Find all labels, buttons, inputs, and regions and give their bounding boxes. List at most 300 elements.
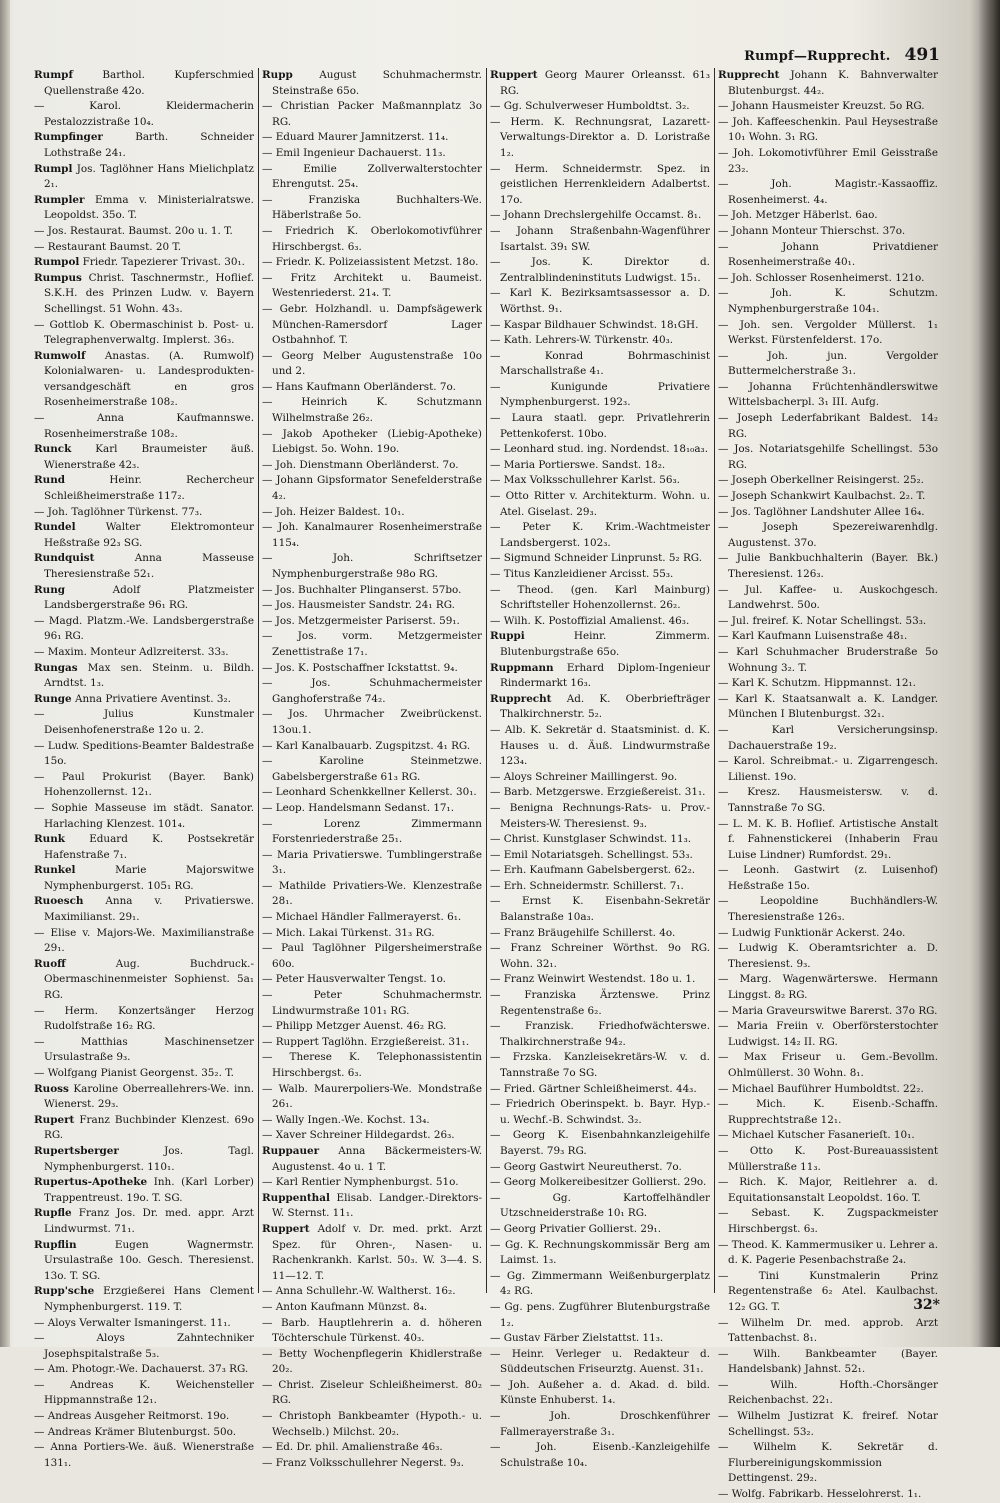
entry-text: — Friedrich Oberinspekt. b. Bayr. Hyp.- u. Wechf.-B. Schwindst. 3₂. (490, 1098, 710, 1126)
entry-text: — Joh. Magistr.-Kassaoffiz. Rosenheimerst. 4₄. (718, 178, 938, 206)
directory-entry (718, 1238, 938, 1269)
directory-entry (718, 68, 938, 99)
directory-entry (34, 411, 254, 442)
directory-entry (490, 1082, 710, 1098)
directory-entry (262, 1456, 482, 1472)
entry-text: — Wilh. Bankbeamter (Bayer. Handelsbank) Jahnst. 52₁. (718, 1347, 938, 1376)
directory-entry (490, 1238, 710, 1269)
entry-surname: Rund (34, 474, 66, 487)
entry-text: — Georg K. Eisenbahnkanzleigehilfe Bayerst. 79₃ RG. (490, 1129, 710, 1157)
entry-text: — Julius Kunstmaler Deisenhofenerstraße 12o u. 2. (34, 708, 254, 736)
directory-entry (490, 848, 710, 864)
entry-text: — Mich. Lakai Türkenst. 31₃ RG. (262, 926, 435, 939)
entry-text: — Anna Portiers-We. äuß. Wienerstraße 131₁. (34, 1441, 254, 1469)
directory-entry (262, 1191, 482, 1222)
directory-entry (490, 68, 710, 99)
entry-text: — Barb. Metzgerswe. Erzgießereist. 31₁. (490, 786, 706, 799)
directory-entry (490, 473, 710, 489)
entry-text: — Fried. Gärtner Schleißheimerst. 44₃. (490, 1082, 697, 1095)
entry-text: Eduard K. Postsekretär Hafenstraße 7₁. (44, 833, 254, 861)
directory-column-1 (34, 68, 258, 1469)
entry-text: — Wolfg. Fabrikarb. Hesselohrerst. 1₁. (718, 1488, 922, 1501)
entry-text: — Wilh. Hofth.-Chorsänger Reichenbachst. 22₁. (718, 1378, 938, 1407)
directory-entry (34, 520, 254, 551)
directory-entry (718, 1050, 938, 1081)
directory-entry (34, 1004, 254, 1035)
directory-entry (262, 1113, 482, 1129)
directory-entry (34, 1362, 254, 1378)
entry-text: — Max Friseur u. Gem.-Bevollm. Ohlmüllerst. 30 Wohn. 8₁. (718, 1051, 938, 1079)
entry-surname: Rung (34, 583, 66, 596)
entry-text: Inh. (Karl Lorber) Trappentreust. 19o. T. SG. (44, 1176, 254, 1204)
directory-entry (490, 489, 710, 520)
directory-entry (490, 318, 710, 334)
entry-text: — Franziska Buchhalters-We. Häberlstraße 5o. (262, 193, 482, 222)
directory-entry (262, 130, 482, 146)
directory-entry (262, 676, 482, 707)
directory-entry (262, 1019, 482, 1035)
entry-text: — Walb. Maurerpoliers-We. Mondstraße 26₁. (262, 1082, 482, 1111)
directory-entry (262, 224, 482, 255)
entry-text: — Christian Packer Maßmannplatz 3o RG. (262, 100, 482, 128)
directory-entry (490, 1222, 710, 1238)
directory-entry (34, 832, 254, 863)
entry-text: — Marg. Wagenwärterswe. Hermann Linggst. 8₂ RG. (718, 973, 938, 1002)
directory-entry (490, 972, 710, 988)
entry-text: — Heinrich K. Schutzmann Wilhelmstraße 26₂. (262, 396, 482, 425)
entry-text: — Sebast. K. Zugspackmeister Hirschbergst. 6₃. (718, 1207, 938, 1235)
entry-surname: Rumpus (34, 271, 82, 284)
entry-text: Georg Maurer Orleansst. 61₃ RG. (500, 69, 711, 97)
directory-entry (490, 224, 710, 255)
entry-text: Christ. Taschnermstr., Hoflief. S.K.H. des Prinzen Ludw. v. Bayern Schellingst. 51 Wohn. 43₃. (44, 271, 254, 315)
directory-entry (34, 68, 254, 99)
directory-entry (490, 442, 710, 458)
directory-entry (34, 318, 254, 349)
entry-text: — Joh. K. Schutzm. Nymphenburgerstraße 104₁. (718, 287, 938, 315)
directory-entry (718, 1082, 938, 1098)
directory-entry (490, 723, 710, 770)
entry-text: — Emil Notariatsgeh. Schellingst. 53₃. (490, 848, 693, 861)
entry-text: Anna Privatiere Aventinst. 3₂. (74, 692, 231, 705)
entry-text: — Joh. Dienstmann Oberländerst. 7o. (262, 458, 459, 471)
entry-text: — Mich. K. Eisenb.-Schaffn. Rupprechtstraße 12₁. (718, 1098, 938, 1126)
directory-entry (262, 99, 482, 130)
entry-text: — Joh. Außeher a. d. Akad. d. bild. Künste Enhuberst. 1₄. (490, 1378, 710, 1407)
entry-text: — Kaspar Bildhauer Schwindst. 18₁GH. (490, 318, 699, 331)
entry-text: Erzgießerei Hans Clement Nymphenburgerst. 119. T. (44, 1285, 255, 1313)
entry-text: — Georg Privatier Gollierst. 29₁. (490, 1222, 662, 1235)
directory-entry (34, 255, 254, 271)
entry-text: — Johann Hausmeister Kreuzst. 5o RG. (718, 100, 925, 113)
directory-entry (262, 380, 482, 396)
entry-text: — Ernst K. Eisenbahn-Sekretär Balanstraße 10a₃. (490, 895, 710, 924)
directory-entry (490, 614, 710, 630)
entry-text: — Karl Kanalbauarb. Zugspitzst. 4₁ RG. (262, 739, 471, 752)
entry-text: — Sophie Masseuse im städt. Sanator. Harlaching Klenzest. 101₄. (34, 801, 254, 830)
entry-text: — Frzska. Kanzleisekretärs-W. v. d. Tannstraße 7o SG. (490, 1051, 710, 1079)
directory-entry (262, 427, 482, 458)
directory-entry (490, 458, 710, 474)
directory-entry (262, 754, 482, 785)
entry-text: Friedr. Tapezierer Trivast. 30₁. (82, 256, 245, 269)
entry-text: — Wally Ingen.-We. Kochst. 13₄. (262, 1113, 430, 1126)
entry-surname: Ruppi (490, 630, 525, 643)
entry-text: — Jos. Hausmeister Sandstr. 24₁ RG. (262, 599, 455, 612)
directory-entry (34, 1144, 254, 1175)
entry-text: — Aloys Verwalter Ismaningerst. 11₁. (34, 1316, 231, 1329)
entry-text: — Franz Volksschullehrer Negerst. 9₃. (262, 1456, 464, 1469)
directory-entry (490, 941, 710, 972)
entry-text: — Jos. vorm. Metzgermeister Zenettistraße 17₁. (262, 630, 482, 658)
directory-entry (34, 271, 254, 318)
entry-text: — Herm. Konzertsänger Herzog Rudolfstraße 16₂ RG. (34, 1004, 254, 1033)
directory-entry (262, 1175, 482, 1191)
entry-text: — Ludwig Funktionär Ackerst. 24o. (718, 926, 906, 939)
directory-entry (490, 349, 710, 380)
entry-text: — Alb. K. Sekretär d. Staatsminist. d. K. Hauses u. d. Äuß. Lindwurmstraße 123₄. (490, 723, 710, 768)
entry-text: — Heinr. Verleger u. Redakteur d. Süddeutschen Friseurztg. Auenst. 31₁. (490, 1347, 710, 1376)
running-head: Rumpf—Rupprecht. (744, 49, 891, 64)
entry-text: Karl Braumeister äuß. Wienerstraße 42₃. (44, 443, 254, 471)
entry-text: — Joh. jun. Vergolder Buttermelcherstraße 3₁. (718, 349, 938, 378)
entry-text: Franz Jos. Dr. med. appr. Arzt Lindwurmst. 71₁. (44, 1207, 254, 1235)
entry-text: — Karl K. Bezirksamtsassessor a. D. Wörthst. 9₁. (490, 287, 710, 315)
directory-entry (718, 240, 938, 271)
directory-entry (34, 1409, 254, 1425)
directory-entry (490, 1019, 710, 1050)
entry-text: — Joseph Schankwirt Kaulbachst. 2₂. T. (718, 490, 926, 503)
entry-text: — Joseph Lederfabrikant Baldest. 14₂ RG. (718, 412, 938, 440)
entry-text: — Peter Schuhmachermstr. Lindwurmstraße 101₁ RG. (262, 989, 482, 1017)
entry-text: Jos. Tagl. Nymphenburgerst. 110₁. (44, 1144, 254, 1173)
entry-text: — Leonhard stud. ing. Nordendst. 18₁₀a₃. (490, 443, 709, 456)
directory-entry (490, 926, 710, 942)
directory-entry (490, 629, 710, 660)
directory-entry (262, 473, 482, 504)
entry-text: — Karl Versicherungsinsp. Dachauerstraße 19₂. (718, 723, 938, 752)
directory-entry (718, 926, 938, 942)
entry-text: — Gottlob K. Obermaschinist b. Post- u. Telegraphenverwaltg. Implerst. 36₃. (34, 318, 254, 347)
entry-surname: Ruoesch (34, 895, 84, 908)
directory-entry (490, 162, 710, 209)
entry-text: — Michael Kutscher Fasanerieſt. 10₁. (718, 1129, 915, 1142)
entry-text: — Kath. Lehrers-W. Türkenstr. 40₃. (490, 334, 674, 347)
directory-entry (262, 614, 482, 630)
entry-text: — Magd. Platzm.-We. Landsbergerstraße 96₁ RG. (34, 614, 254, 643)
entry-text: — Maria Privatierswe. Tumblingerstraße 3₁. (262, 848, 482, 877)
entry-text: Emma v. Ministerialratswe. Leopoldst. 35o. T. (44, 193, 254, 222)
directory-entry (262, 785, 482, 801)
directory-entry (34, 614, 254, 645)
entry-text: — Anna Schullehr.-W. Waltherst. 16₂. (262, 1285, 456, 1298)
directory-entry (490, 1300, 710, 1331)
entry-text: — Johann Gipsformator Senefelderstraße 4₂. (262, 474, 482, 503)
directory-entry (718, 629, 938, 645)
entry-surname: Rumpfinger (34, 131, 103, 144)
entry-text: — Johann Privatdiener Rosenheimerstraße 40₁. (718, 240, 938, 269)
entry-text: Max sen. Steinm. u. Bildh. Arndtst. 1₃. (44, 661, 254, 690)
directory-entry (262, 551, 482, 582)
entry-text: — Restaurant Baumst. 20 T. (34, 240, 182, 253)
directory-entry (34, 349, 254, 411)
directory-entry (34, 801, 254, 832)
directory-entry (490, 583, 710, 614)
entry-text: Aug. Buchdruck.-Obermaschinenmeister Sophienst. 5a₁ RG. (44, 957, 254, 1002)
directory-entry (490, 785, 710, 801)
directory-entry (490, 770, 710, 786)
entry-text: — Friedr. K. Polizeiassistent Metzst. 18o. (262, 256, 479, 269)
directory-entry (718, 1487, 938, 1503)
directory-entry (490, 520, 710, 551)
directory-entry (490, 863, 710, 879)
entry-text: — Jul. freiref. K. Notar Schellingst. 53₃. (718, 614, 927, 627)
entry-surname: Rungas (34, 661, 78, 674)
entry-surname: Rumpl (34, 162, 73, 175)
entry-text: — Karl Kaufmann Luisenstraße 48₁. (718, 630, 908, 643)
entry-text: — Herm. Schneidermstr. Spez. in geistlichen Herrenkleidern Adalbertst. 17o. (490, 162, 710, 206)
entry-surname: Rupertus-Apotheke (34, 1176, 148, 1189)
entry-text: Elisab. Landger.-Direktors-W. Sternst. 11₁. (272, 1191, 482, 1220)
entry-text: — Gg. K. Rechnungskommissär Berg am Laimst. 1₃. (490, 1238, 710, 1267)
directory-entry (718, 146, 938, 177)
directory-entry (490, 286, 710, 317)
entry-text: — Leop. Handelsmann Sedanst. 17₁. (262, 801, 455, 814)
directory-entry (718, 972, 938, 1003)
directory-entry (490, 661, 710, 692)
entry-text: — Johann Straßenbahn-Wagenführer Isartalst. 39₁ SW. (490, 224, 710, 253)
entry-text: — Rich. K. Major, Reitlehrer a. d. Equitationsanstalt Leopoldst. 16o. T. (718, 1176, 938, 1204)
entry-surname: Ruppert (262, 1222, 310, 1235)
directory-entry (34, 692, 254, 708)
entry-text: — Michael Händler Fallmerayerst. 6₁. (262, 911, 462, 924)
directory-entry (718, 863, 938, 894)
directory-entry (490, 1128, 710, 1159)
entry-surname: Rupprecht (718, 69, 780, 81)
entry-text: Barthol. Kupferschmied Quellenstraße 42o. (44, 69, 254, 97)
entry-text: — Karol. Schreibmat.- u. Zigarrengesch. Lilienst. 19o. (718, 755, 938, 783)
directory-entry (718, 224, 938, 240)
entry-text: — Jos. Uhrmacher Zweibrückenst. 13ou.1. (262, 708, 482, 736)
directory-entry (718, 583, 938, 614)
entry-surname: Runk (34, 833, 65, 846)
entry-text: — Franz Weinwirt Westendst. 18o u. 1. (490, 973, 696, 986)
entry-text: — Wilhelm Justizrat K. freiref. Notar Schellingst. 53₂. (718, 1410, 938, 1438)
directory-entry (490, 255, 710, 286)
directory-entry (262, 271, 482, 302)
book-gutter (0, 0, 10, 1347)
entry-text: Heinr. Zimmerm. Blutenburgstraße 65o. (500, 630, 710, 658)
entry-surname: Rupfle (34, 1207, 72, 1220)
entry-text: — Joh. Eisenb.-Kanzleigehilfe Schulstraße 10₄. (490, 1441, 710, 1469)
directory-entry (34, 1331, 254, 1362)
directory-entry (490, 1050, 710, 1081)
entry-text: — Joseph Spezereiwarenhdlg. Augustenst. 37o. (718, 521, 938, 549)
directory-column-3 (486, 68, 714, 1469)
entry-text: — Georg Gastwirt Neureutherst. 7o. (490, 1160, 682, 1173)
entry-text: — Gg. Schulverweser Humboldtst. 3₂. (490, 100, 690, 113)
entry-text: — Jos. K. Direktor d. Zentralblindeninstituts Ludwigst. 15₁. (490, 256, 710, 284)
entry-text: — Theod. K. Kammermusiker u. Lehrer a. d. K. Pagerie Pesenbachstraße 2₄. (718, 1238, 938, 1267)
directory-entry (262, 848, 482, 879)
entry-text: — Eduard Maurer Jamnitzerst. 11₄. (262, 131, 449, 144)
directory-entry (34, 473, 254, 504)
entry-text: — Ludwig K. Oberamtsrichter a. D. Theresienst. 9₃. (718, 942, 938, 970)
entry-text: — Tini Kunstmalerin Prinz Regentenstraße 6₂ Atel. Kaulbachst. 12₂ GG. T. (718, 1269, 938, 1313)
directory-entry (490, 988, 710, 1019)
directory-entry (262, 1035, 482, 1051)
directory-entry (262, 739, 482, 755)
directory-entry (718, 1175, 938, 1206)
entry-text: — Ludw. Speditions-Beamter Baldestraße 15o. (34, 739, 254, 768)
entry-text: — Jos. Notariatsgehilfe Schellingst. 53o RG. (718, 443, 938, 471)
directory-entry (34, 661, 254, 692)
directory-entry (718, 785, 938, 816)
entry-text: — Otto Ritter v. Architekturm. Wohn. u. Atel. Giselast. 29₃. (490, 490, 710, 518)
entry-text: Anna Masseuse Theresienstraße 52₁. (44, 552, 254, 580)
directory-entry (262, 1082, 482, 1113)
directory-entry (34, 99, 254, 130)
entry-text: — Kresz. Hausmeistersw. v. d. Tannstraße 7o SG. (718, 786, 938, 814)
directory-entry (34, 551, 254, 582)
entry-text: — Gg. Zimmermann Weißenburgerplatz 4₂ RG. (490, 1269, 710, 1298)
directory-entry (262, 661, 482, 677)
directory-entry (718, 941, 938, 972)
directory-entry (262, 598, 482, 614)
directory-entry (718, 817, 938, 864)
entry-text: Barth. Schneider Lothstraße 24₁. (44, 131, 254, 159)
directory-entry (262, 458, 482, 474)
entry-text: — Karl Schuhmacher Bruderstraße 5o Wohnung 3₂. T. (718, 645, 938, 674)
entry-text: — Peter K. Krim.-Wachtmeister Landsbergerst. 102₃. (490, 521, 710, 549)
directory-entry (34, 1206, 254, 1237)
directory-entry (34, 739, 254, 770)
entry-text: — Julie Bankbuchhalterin (Bayer. Bk.) Theresienst. 126₃. (718, 552, 938, 580)
directory-entry (262, 972, 482, 988)
entry-text: — Betty Wochenpflegerin Khidlerstraße 20₂. (262, 1347, 482, 1376)
directory-entry (262, 1128, 482, 1144)
entry-text: — Konrad Bohrmaschinist Marschallstraße 4₁. (490, 349, 710, 378)
directory-entry (34, 583, 254, 614)
entry-surname: Rupertsberger (34, 1144, 119, 1157)
directory-entry (34, 442, 254, 473)
directory-entry (718, 1004, 938, 1020)
entry-text: — Joh. Kaffeeschenkin. Paul Heysestraße 10₁ Wohn. 3₁ RG. (718, 115, 938, 144)
directory-entry (718, 177, 938, 208)
entry-surname: Rumpol (34, 256, 80, 269)
entry-text: — Friedrich K. Oberlokomotivführer Hirschbergst. 6₃. (262, 224, 482, 253)
entry-text: — Fritz Architekt u. Baumeist. Westenriederst. 21₄. T. (262, 271, 482, 300)
entry-text: — Joh. Metzger Häberlst. 6ao. (718, 209, 878, 222)
entry-surname: Rupprecht (490, 692, 552, 705)
entry-text: Walter Elektromonteur Heßstraße 92₃ SG. (44, 521, 254, 549)
directory-entry (718, 115, 938, 146)
directory-entry (718, 505, 938, 521)
entry-text: — Emil Ingenieur Dachauerst. 11₃. (262, 146, 446, 159)
entry-text: — Paul Taglöhner Pilgersheimerstraße 60o. (262, 942, 482, 970)
directory-entry (490, 99, 710, 115)
entry-text: — Joh. Taglöhner Türkenst. 77₃. (34, 505, 203, 518)
entry-text: — Leopoldine Buchhändlers-W. Theresienstraße 126₃. (718, 895, 938, 924)
entry-text: — Joseph Oberkellner Reisingerst. 25₂. (718, 474, 924, 487)
entry-text: — Franz Bräugehilfe Schillerst. 4o. (490, 926, 676, 939)
entry-text: Anastas. (A. Rumwolf) Kolonialwaren- u. Landesprodukten-versandgeschäft en gros Rosenheimerstraße 108₂. (44, 349, 255, 409)
entry-text: — Gustav Färber Zielstattst. 11₃. (490, 1332, 664, 1345)
entry-text: — Titus Kanzleidiener Arcisst. 55₃. (490, 568, 674, 580)
entry-text: Marie Majorswitwe Nymphenburgerst. 105₁ RG. (44, 864, 254, 892)
entry-text: — Laura staatl. gepr. Privatlehrerin Pettenkoferst. 10bo. (490, 412, 710, 440)
directory-entry (262, 1050, 482, 1081)
directory-entry (718, 1144, 938, 1175)
entry-text: — Karol. Kleidermacherin Pestalozzistraße 10₄. (34, 100, 254, 128)
directory-entry (718, 99, 938, 115)
directory-entry (718, 380, 938, 411)
directory-entry (262, 146, 482, 162)
entry-text: — Therese K. Telephonassistentin Hirschbergst. 6₃. (262, 1051, 482, 1079)
directory-entry (34, 1082, 254, 1113)
entry-text: — Christoph Bankbeamter (Hypoth.- u. Wechselb.) Milchst. 20₂. (262, 1410, 482, 1438)
entry-text: Anna Bäckermeisters-W. Augustenst. 4o u. 1 T. (272, 1144, 482, 1173)
directory-entry (718, 754, 938, 785)
entry-text: — Am. Photogr.-We. Dachauerst. 37₃ RG. (34, 1363, 249, 1376)
entry-text: — Sigmund Schneider Linprunst. 5₂ RG. (490, 552, 703, 565)
directory-entry (490, 1331, 710, 1347)
directory-entry (34, 1035, 254, 1066)
entry-text: — Gebr. Holzhandl. u. Dampfsägewerk München-Ramersdorf Lager Ostbahnhof. T. (262, 302, 482, 347)
directory-entry (718, 645, 938, 676)
directory-entry (490, 208, 710, 224)
entry-surname: Rumwolf (34, 349, 86, 362)
directory-column-2 (258, 68, 486, 1469)
entry-text: — Andreas Krämer Blutenburgst. 50o. (34, 1425, 237, 1438)
entry-text: — Maria Portierswe. Sandst. 18₂. (490, 458, 666, 471)
entry-text: — Xaver Schreiner Hildegardst. 26₃. (262, 1129, 455, 1142)
directory-entry (718, 349, 938, 380)
directory-entry (490, 1191, 710, 1222)
entry-text: — Mathilde Privatiers-We. Klenzestraße 28₁. (262, 879, 482, 908)
directory-entry (490, 115, 710, 162)
directory-entry (262, 162, 482, 193)
entry-text: — Jos. Restaurat. Baumst. 20o u. 1. T. (34, 224, 233, 237)
entry-text: — Karoline Steinmetzwe. Gabelsbergerstraße 61₃ RG. (262, 755, 482, 783)
entry-text: — Joh. Droschkenführer Fallmerayerstraße 3₁. (490, 1410, 710, 1438)
directory-entry (34, 1284, 254, 1315)
directory-entry (490, 551, 710, 567)
entry-surname: Ruppauer (262, 1144, 320, 1157)
directory-entry (490, 380, 710, 411)
directory-columns (34, 68, 942, 1501)
entry-surname: Runkel (34, 864, 76, 877)
entry-text: Eugen Wagnermstr. Ursulastraße 10o. Gesch. Theresienst. 13o. T. SG. (44, 1238, 254, 1282)
directory-entry (262, 988, 482, 1019)
entry-text: Adolf v. Dr. med. prkt. Arzt Spez. für Ohren-, Nasen- u. Rachenkrankh. Karlst. 50₃. W. 3—4. S. 11—12. T. (272, 1222, 482, 1282)
directory-entry (718, 411, 938, 442)
entry-text: — Wilh. K. Postoffizial Amalienst. 46₃. (490, 614, 690, 627)
directory-entry (34, 162, 254, 193)
entry-text: Ad. K. Oberbriefträger Thalkirchnerstr. 5₂. (500, 692, 710, 721)
directory-entry (718, 520, 938, 551)
directory-entry (262, 395, 482, 426)
entry-text: — Jos. Schuhmachermeister Ganghoferstraße 74₂. (262, 677, 482, 705)
entry-text: — Emilie Zollverwalterstochter Ehrengutst. 25₄. (262, 162, 482, 191)
directory-entry (262, 68, 482, 99)
entry-surname: Rupp'sche (34, 1285, 95, 1298)
entry-text: — Anton Kaufmann Münzst. 8₄. (262, 1300, 428, 1313)
entry-surname: Ruppmann (490, 661, 554, 674)
directory-entry (34, 1238, 254, 1285)
directory-entry (490, 1175, 710, 1191)
directory-entry (34, 1066, 254, 1082)
